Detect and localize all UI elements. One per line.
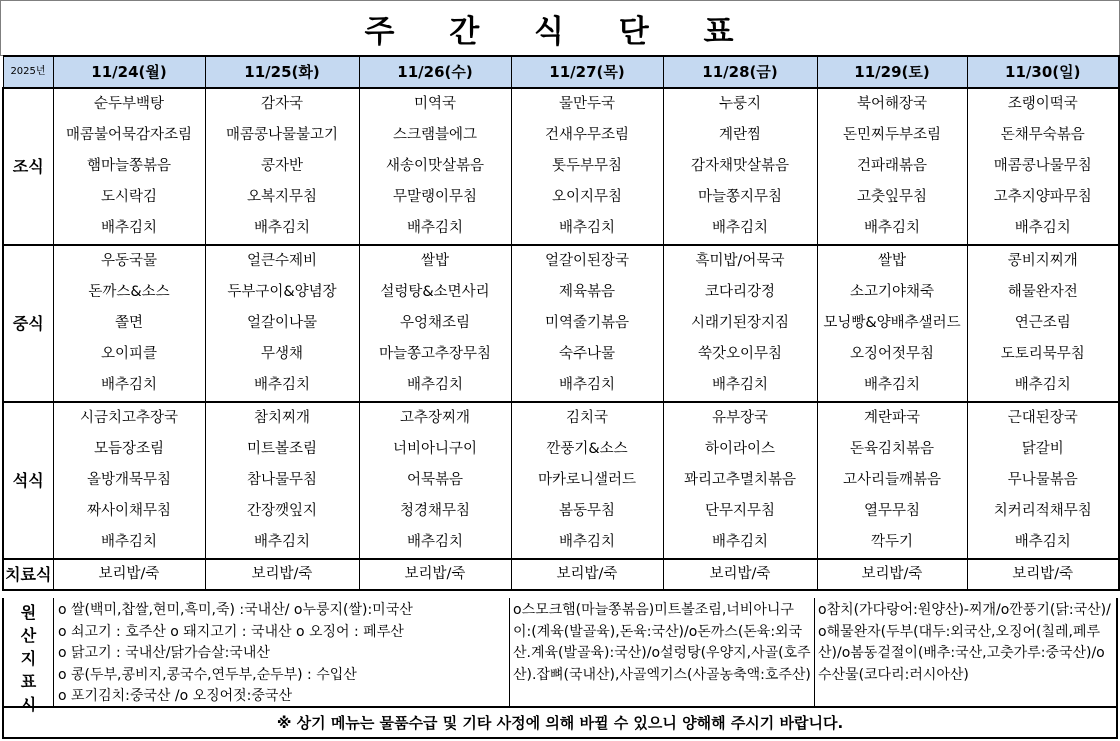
menu-cell: 쌀밥	[817, 245, 967, 277]
menu-cell: 시금치고추장국	[53, 402, 205, 434]
menu-cell: 매콤불어묵감자조림	[53, 120, 205, 151]
menu-cell: 매콤콩나물불고기	[205, 120, 359, 151]
menu-cell: 참나물무침	[205, 465, 359, 496]
menu-cell: 돈육김치볶음	[817, 434, 967, 465]
menu-cell: 톳두부무침	[511, 151, 663, 182]
origin-label-char: 산	[20, 626, 37, 645]
menu-cell: 깐풍기&소스	[511, 434, 663, 465]
menu-cell: 오이피클	[53, 339, 205, 370]
table-row	[3, 151, 1119, 182]
menu-cell: 배추김치	[359, 527, 511, 559]
menu-cell: 어묵볶음	[359, 465, 511, 496]
menu-cell: 고춧잎무침	[817, 182, 967, 213]
origin-col-2: ο스모크햄(마늘쫑볶음)미트볼조림,너비아니구이:(계육(발골육),돈육:국산)/ο돈까스(돈육:외국산.계육(발골육):국산)/ο설렁탕(우양지,사골(호주산).잡뼈(국내산),사골엑기스(사골농축액:호주산)	[510, 598, 815, 706]
page-title: 주 간 식 단 표	[0, 0, 1120, 56]
origin-line: ο 콩(두부,콩비지,콩국수,연두부,순두부) : 수입산	[58, 666, 357, 683]
origin-line: ο 쌀(백미,찹쌀,현미,흑미,죽) :국내산/ ο누룽지(쌀):미국산	[58, 602, 413, 618]
menu-cell: 보리밥/죽	[663, 559, 817, 590]
menu-cell: 배추김치	[511, 370, 663, 402]
origin-label-char: 지	[20, 649, 37, 668]
menu-cell: 배추김치	[967, 370, 1119, 402]
menu-cell: 김치국	[511, 402, 663, 434]
menu-cell: 무생채	[205, 339, 359, 370]
origin-line: ο 포기김치:중국산 /ο 오징어젓:중국산	[58, 688, 292, 704]
menu-cell: 미역줄기볶음	[511, 308, 663, 339]
menu-cell: 감자채맛살볶음	[663, 151, 817, 182]
menu-cell: 돈민찌두부조림	[817, 120, 967, 151]
day-header: 11/24(월)	[53, 56, 205, 88]
day-header: 11/25(화)	[205, 56, 359, 88]
menu-cell: 고사리들깨볶음	[817, 465, 967, 496]
table-row	[3, 465, 1119, 496]
table-row	[3, 182, 1119, 213]
footer-note: ※ 상기 메뉴는 물품수급 및 기타 사정에 의해 바뀔 수 있으니 양해해 주시기 바랍니다.	[2, 708, 1118, 739]
origin-line: ο 닭고기 : 국내산/닭가슴살:국내산	[58, 645, 270, 661]
origin-section	[2, 598, 1118, 714]
meal-label: 조식	[3, 88, 53, 245]
origin-col-1	[54, 598, 510, 706]
menu-cell: 치커리적채무침	[967, 496, 1119, 527]
menu-cell: 코다리강정	[663, 277, 817, 308]
table-row	[3, 88, 1119, 120]
day-header: 11/26(수)	[359, 56, 511, 88]
menu-cell: 오이지무침	[511, 182, 663, 213]
table-row	[3, 402, 1119, 434]
menu-cell: 감자국	[205, 88, 359, 120]
menu-cell: 보리밥/죽	[967, 559, 1119, 590]
menu-cell: 우엉채조림	[359, 308, 511, 339]
meal-label: 석식	[3, 402, 53, 559]
menu-cell: 마카로니샐러드	[511, 465, 663, 496]
menu-cell: 우동국물	[53, 245, 205, 277]
menu-cell: 보리밥/죽	[817, 559, 967, 590]
menu-cell: 배추김치	[205, 527, 359, 559]
menu-cell: 제육볶음	[511, 277, 663, 308]
menu-cell: 참치찌개	[205, 402, 359, 434]
menu-cell: 배추김치	[967, 213, 1119, 245]
menu-cell: 미트볼조림	[205, 434, 359, 465]
menu-cell: 고추장찌개	[359, 402, 511, 434]
menu-cell: 닭갈비	[967, 434, 1119, 465]
menu-cell: 돈채무숙볶음	[967, 120, 1119, 151]
day-header: 11/30(일)	[967, 56, 1119, 88]
menu-cell: 보리밥/죽	[205, 559, 359, 590]
menu-table	[2, 55, 1120, 591]
menu-cell: 단무지무침	[663, 496, 817, 527]
menu-cell: 보리밥/죽	[511, 559, 663, 590]
menu-cell: 흑미밥/어묵국	[663, 245, 817, 277]
menu-cell: 얼갈이된장국	[511, 245, 663, 277]
menu-cell: 배추김치	[205, 213, 359, 245]
table-row	[3, 120, 1119, 151]
menu-body	[3, 56, 1119, 590]
menu-cell: 열무무침	[817, 496, 967, 527]
menu-cell: 봄동무침	[511, 496, 663, 527]
menu-cell: 돈까스&소스	[53, 277, 205, 308]
menu-cell: 보리밥/죽	[359, 559, 511, 590]
table-row	[3, 370, 1119, 402]
menu-cell: 배추김치	[663, 213, 817, 245]
menu-cell: 마늘쫑지무침	[663, 182, 817, 213]
menu-cell: 건새우무조림	[511, 120, 663, 151]
menu-cell: 마늘쫑고추장무침	[359, 339, 511, 370]
menu-cell: 올방개묵무침	[53, 465, 205, 496]
menu-cell: 순두부백탕	[53, 88, 205, 120]
menu-cell: 설렁탕&소면사리	[359, 277, 511, 308]
menu-cell: 콩비지찌개	[967, 245, 1119, 277]
menu-cell: 배추김치	[511, 527, 663, 559]
menu-cell: 쌀밥	[359, 245, 511, 277]
origin-label	[4, 598, 54, 714]
day-header: 11/29(토)	[817, 56, 967, 88]
menu-cell: 소고기야채죽	[817, 277, 967, 308]
table-row	[3, 434, 1119, 465]
origin-label-char: 시	[20, 695, 37, 714]
menu-cell: 미역국	[359, 88, 511, 120]
menu-cell: 조랭이떡국	[967, 88, 1119, 120]
menu-cell: 얼갈이나물	[205, 308, 359, 339]
menu-cell: 배추김치	[817, 370, 967, 402]
day-header: 11/28(금)	[663, 56, 817, 88]
menu-cell: 배추김치	[663, 370, 817, 402]
menu-cell: 배추김치	[53, 213, 205, 245]
menu-cell: 스크램블에그	[359, 120, 511, 151]
table-row	[3, 527, 1119, 559]
menu-cell: 시래기된장지짐	[663, 308, 817, 339]
origin-line: ο 쇠고기 : 호주산 ο 돼지고기 : 국내산 ο 오징어 : 페루산	[58, 623, 404, 640]
menu-cell: 무나물볶음	[967, 465, 1119, 496]
menu-cell: 깍두기	[817, 527, 967, 559]
menu-cell: 해물완자전	[967, 277, 1119, 308]
menu-cell: 연근조림	[967, 308, 1119, 339]
menu-cell: 쑥갓오이무침	[663, 339, 817, 370]
menu-cell: 두부구이&양념장	[205, 277, 359, 308]
menu-cell: 콩자반	[205, 151, 359, 182]
menu-cell: 하이라이스	[663, 434, 817, 465]
menu-cell: 근대된장국	[967, 402, 1119, 434]
menu-cell: 계란찜	[663, 120, 817, 151]
table-row	[3, 245, 1119, 277]
menu-cell: 얼큰수제비	[205, 245, 359, 277]
menu-cell: 배추김치	[511, 213, 663, 245]
therapeutic-row	[3, 559, 1119, 590]
table-row	[3, 308, 1119, 339]
menu-cell: 배추김치	[359, 370, 511, 402]
menu-cell: 짜사이채무침	[53, 496, 205, 527]
menu-cell: 도토리묵무침	[967, 339, 1119, 370]
menu-cell: 계란파국	[817, 402, 967, 434]
menu-cell: 보리밥/죽	[53, 559, 205, 590]
meal-label: 중식	[3, 245, 53, 402]
menu-cell: 너비아니구이	[359, 434, 511, 465]
day-header: 11/27(목)	[511, 56, 663, 88]
menu-cell: 건파래볶음	[817, 151, 967, 182]
origin-label-char: 원	[20, 603, 37, 622]
table-row	[3, 496, 1119, 527]
menu-cell: 물만두국	[511, 88, 663, 120]
menu-cell: 햄마늘쫑볶음	[53, 151, 205, 182]
menu-cell: 숙주나물	[511, 339, 663, 370]
menu-cell: 매콤콩나물무침	[967, 151, 1119, 182]
table-row	[3, 277, 1119, 308]
menu-cell: 오징어젓무침	[817, 339, 967, 370]
menu-cell: 북어해장국	[817, 88, 967, 120]
menu-cell: 간장깻잎지	[205, 496, 359, 527]
year-label: 2025년	[3, 56, 53, 88]
menu-cell: 배추김치	[359, 213, 511, 245]
table-row	[3, 339, 1119, 370]
menu-cell: 유부장국	[663, 402, 817, 434]
menu-cell: 배추김치	[817, 213, 967, 245]
table-row	[3, 213, 1119, 245]
menu-cell: 오복지무침	[205, 182, 359, 213]
menu-cell: 꽈리고추멸치볶음	[663, 465, 817, 496]
origin-col-3: ο참치(가다랑어:원양산)-찌개/ο깐풍기(닭:국산)/ο해물완자(두부(대두:외국산,오징어(칠레,페루산)/ο봄동겉절이(배추:국산,고춧가루:중국산)/ο수산물(코다리:러시아산)	[818, 602, 1111, 683]
menu-cell: 배추김치	[663, 527, 817, 559]
menu-cell: 청경채무침	[359, 496, 511, 527]
header-row	[3, 56, 1119, 88]
menu-cell: 배추김치	[967, 527, 1119, 559]
menu-cell: 배추김치	[53, 370, 205, 402]
menu-cell: 도시락김	[53, 182, 205, 213]
menu-cell: 모닝빵&양배추샐러드	[817, 308, 967, 339]
menu-cell: 새송이맛살볶음	[359, 151, 511, 182]
origin-label-char: 표	[20, 672, 37, 691]
therapeutic-label: 치료식	[3, 559, 53, 590]
menu-cell: 배추김치	[53, 527, 205, 559]
menu-cell: 누룽지	[663, 88, 817, 120]
menu-cell: 무말랭이무침	[359, 182, 511, 213]
menu-cell: 고추지양파무침	[967, 182, 1119, 213]
menu-cell: 모듬장조림	[53, 434, 205, 465]
menu-cell: 쫄면	[53, 308, 205, 339]
menu-cell: 배추김치	[205, 370, 359, 402]
